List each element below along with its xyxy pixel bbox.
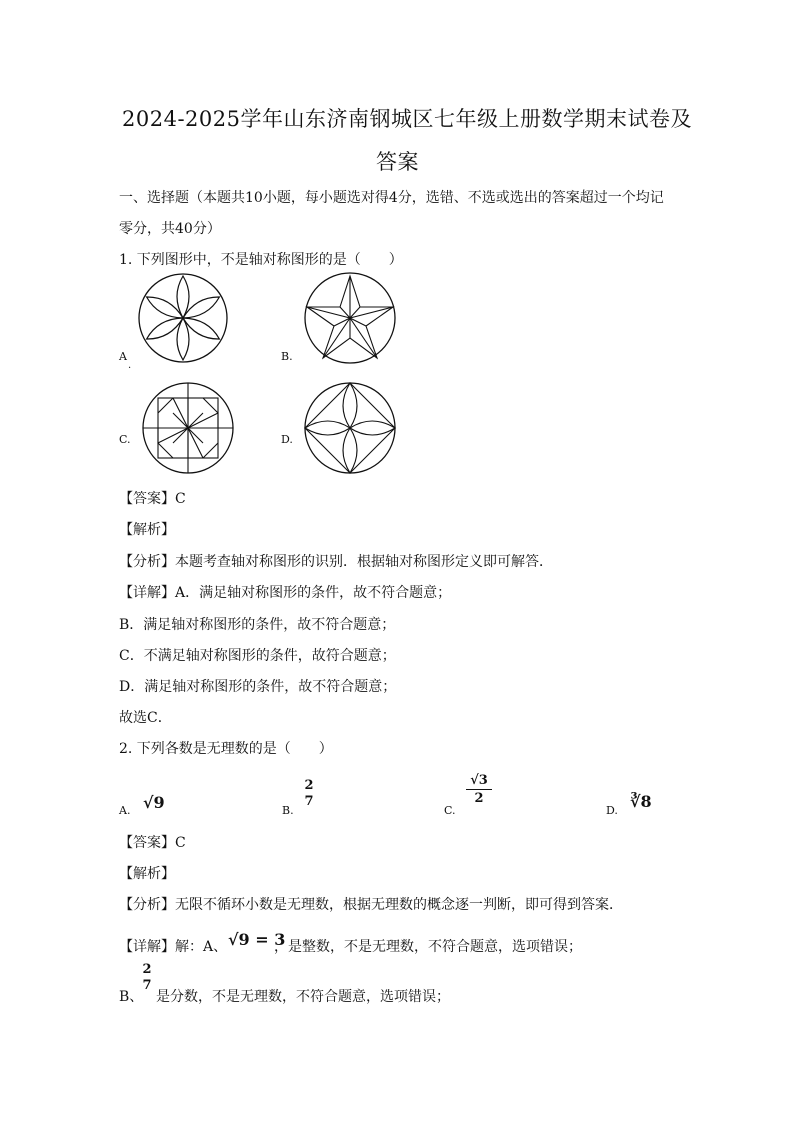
q2-option-a-expr: √9 xyxy=(143,793,165,812)
fraction-bar xyxy=(466,789,492,790)
fraction-numerator: 2 xyxy=(142,962,152,977)
fraction-denominator: 7 xyxy=(304,794,314,809)
q1-detail-d: D．满足轴对称图形的条件，故不符合题意； xyxy=(119,679,397,695)
q1-option-a-label: A xyxy=(119,350,127,363)
section-heading: 一、选择题（本题共10小题，每小题选对得4分，选错、不选或选出的答案超过一个均记 xyxy=(119,190,664,206)
q2-option-b-label: B. xyxy=(282,804,294,817)
figure-c-pinwheel xyxy=(140,380,236,476)
q2-analysis: 【分析】无限不循环小数是无理数，根据无理数的概念逐一判断，即可得到答案． xyxy=(119,897,623,913)
q2-option-d-label: D. xyxy=(606,804,618,817)
q1-detail-c: C．不满足轴对称图形的条件，故符合题意； xyxy=(119,648,396,664)
q1-answer: 【答案】C xyxy=(119,491,186,507)
q2-option-b-fraction xyxy=(302,778,316,809)
q2-option-c-fraction xyxy=(466,773,492,806)
figure-d-petals xyxy=(303,381,397,475)
doc-title-line2: 答案 xyxy=(376,150,419,174)
fraction-numerator: √3 xyxy=(470,773,488,788)
q1-detail-a: 【详解】A．满足轴对称图形的条件，故不符合题意； xyxy=(119,585,452,601)
figure-a-flower xyxy=(137,272,229,364)
q1-conclusion: 故选C． xyxy=(119,710,172,726)
fraction-denominator: 2 xyxy=(474,791,484,806)
fraction-denominator: 7 xyxy=(142,978,152,993)
dot-mark: . xyxy=(128,360,132,371)
q2-stem: 2. 下列各数是无理数的是（ ） xyxy=(119,741,333,757)
fraction-numerator: 2 xyxy=(304,778,314,793)
q2-analysis-title: 【解析】 xyxy=(119,866,175,882)
q1-option-d-label: D. xyxy=(281,433,293,446)
q2-detail-prefix: 【详解】解：A、 xyxy=(119,939,228,955)
q1-detail-b: B．满足轴对称图形的条件，故不符合题意； xyxy=(119,617,396,633)
q2-option-a-label: A. xyxy=(119,804,131,817)
q1-analysis: 【分析】本题考查轴对称图形的识别．根据轴对称图形定义即可解答． xyxy=(119,554,553,570)
doc-title-line1: 2024-2025学年山东济南钢城区七年级上册数学期末试卷及 xyxy=(122,107,692,131)
q1-analysis-title: 【解析】 xyxy=(119,522,175,538)
q2-detail-b-fraction xyxy=(141,962,153,993)
figure-b-star xyxy=(302,271,398,365)
q2-detail-b-prefix: B、 xyxy=(119,989,144,1005)
q2-option-d-expr: ∛8 xyxy=(630,792,652,811)
q2-detail-b-suffix: 是分数，不是无理数，不符合题意，选项错误； xyxy=(156,989,450,1005)
q1-option-b-label: B. xyxy=(281,350,293,363)
q2-detail-a-expr: √9 = 3 xyxy=(228,930,286,949)
q1-option-c-label: C. xyxy=(119,433,131,446)
q2-answer: 【答案】C xyxy=(119,835,186,851)
q2-detail-a-suffix: ，是整数，不是无理数，不符合题意，选项错误； xyxy=(274,939,582,955)
section-heading-cont: 零分，共40分） xyxy=(119,221,221,237)
q1-stem: 1. 下列图形中，不是轴对称图形的是（ ） xyxy=(119,252,403,268)
q2-option-c-label: C. xyxy=(444,804,456,817)
